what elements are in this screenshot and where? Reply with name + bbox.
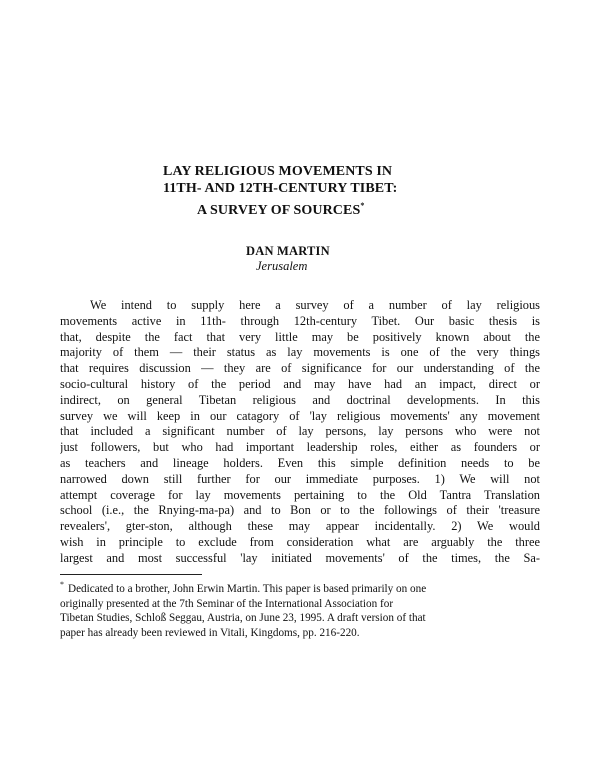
footnote-divider	[60, 574, 202, 575]
footnote-mark: *	[60, 580, 64, 589]
author-affiliation: Jerusalem	[256, 259, 308, 273]
body-line: narrowed down still further for our immediate purposes. 1) We will not	[60, 471, 540, 486]
body-line: movements active in 11th- through 12th-century Tibet. Our basic thesis is	[60, 313, 540, 328]
body-line: indirect, on general Tibetan religious and doctrinal developments. In this	[60, 392, 540, 407]
body-line: wish in principle to exclude from consideration what are arguably the three	[60, 534, 540, 549]
body-line: as teachers and lineage holders. Even this simple definition needs to be	[60, 455, 540, 470]
body-line: just followers, but who had important leadership roles, either as founders or	[60, 440, 540, 455]
footnote-line: originally presented at the 7th Seminar of the International Association for	[60, 597, 394, 610]
article-title	[163, 163, 397, 219]
body-line: socio-cultural history of the period and may have had an impact, direct or	[60, 376, 540, 391]
title-line-3	[197, 197, 397, 219]
body-line: that requires discussion — they are of significance for our understanding of the	[60, 361, 540, 376]
body-paragraph	[60, 298, 540, 567]
body-line: revealers', gter-ston, although these may appear incidentally. 2) We would	[60, 519, 540, 534]
body-line: majority of them — their status as lay movements is one of the very things	[60, 345, 540, 360]
title-line-3-text: A SURVEY OF SOURCES	[197, 203, 361, 218]
footnote	[60, 578, 540, 640]
footnote-line: paper has already been reviewed in Vitali, Kingdoms, pp. 216-220.	[60, 626, 360, 639]
body-line: that included a significant number of lay persons, lay persons who were not	[60, 424, 540, 439]
body-line: school (i.e., the Rnying-ma-pa) and to Bon or to the followings of their 'treasure	[60, 503, 540, 518]
footnote-line: Tibetan Studies, Schloß Seggau, Austria, on June 23, 1995. A draft version of that	[60, 612, 426, 625]
footnote-line	[60, 578, 540, 597]
body-line: largest and most successful 'lay initiated movements' of the times, the Sa-	[60, 550, 540, 565]
title-line-1: LAY RELIGIOUS MOVEMENTS IN	[163, 164, 393, 179]
title-footnote-mark: *	[360, 201, 365, 210]
title-line-2: 11TH- AND 12TH-CENTURY TIBET:	[163, 181, 398, 196]
footnote-line-text: Dedicated to a brother, John Erwin Martin. This paper is based primarily on one	[68, 583, 427, 595]
body-line: We intend to supply here a survey of a number of lay religious	[90, 298, 540, 312]
body-line: that, despite the fact that very little may be positively known about the	[60, 329, 540, 344]
author-name: DAN MARTIN	[246, 244, 330, 258]
body-line: attempt coverage for lay movements pertaining to the Old Tantra Translation	[60, 487, 540, 502]
body-line: survey we will keep in our catagory of 'lay religious movements' any movement	[60, 408, 540, 423]
